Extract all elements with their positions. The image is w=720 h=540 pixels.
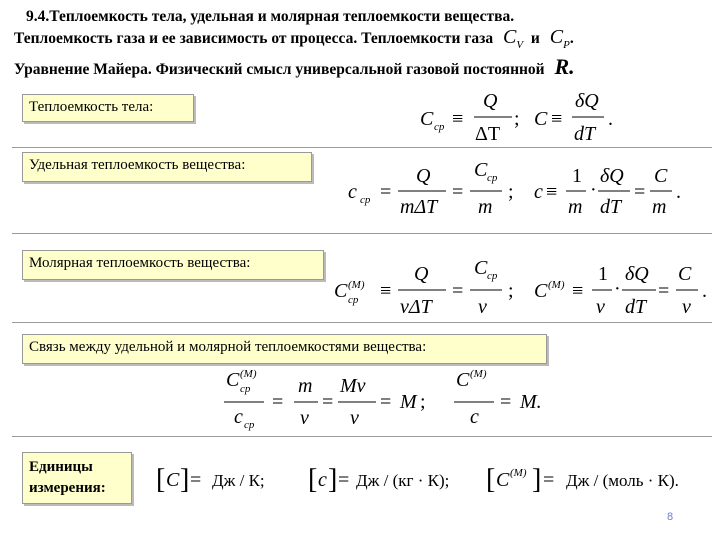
f2b-eq: = — [634, 181, 646, 203]
f2-sub: ср — [360, 194, 371, 206]
f3-semicolon: ; — [508, 280, 514, 302]
f2-eq2: = — [452, 181, 464, 203]
symbol-cp: $C_P$ — [549, 26, 570, 51]
f2-eq1: = — [380, 181, 392, 203]
f1-den: ΔT — [475, 123, 501, 145]
title-and: и — [530, 30, 540, 47]
f3b-num3: C — [678, 263, 692, 285]
f4-sup: (M) — [240, 368, 257, 380]
formula-specific-mean — [348, 159, 514, 218]
f3-lhs: C — [334, 280, 348, 302]
u1-eq: = — [190, 469, 202, 491]
f3-den1: νΔT — [400, 296, 432, 318]
units-label-line-2: измерения: — [29, 480, 106, 496]
f2-num2: C — [474, 159, 488, 181]
f4-mid2-den: ν — [350, 407, 359, 429]
f1b-equiv: ≡ — [551, 108, 563, 130]
f3b-dot: . — [702, 280, 707, 302]
f2b-dot: . — [676, 181, 681, 203]
u3-bracket-l: [ — [486, 464, 496, 495]
u3-sup: (M) — [510, 467, 527, 479]
f3b-eq: = — [658, 280, 670, 302]
f2-den1: mΔT — [400, 196, 438, 218]
u3-val: Дж / (моль · К). — [566, 471, 679, 490]
label-body-heat-capacity: Теплоемкость тела: — [22, 94, 194, 122]
f3-den2: ν — [478, 296, 487, 318]
u2-bracket-r: ] — [328, 464, 338, 495]
u1-sym: C — [166, 469, 180, 491]
formula-molar-true — [534, 263, 707, 318]
u2-val: Дж / (кг · К); — [356, 471, 450, 490]
f1b-dot: . — [608, 108, 613, 130]
f1-lhs: C — [420, 108, 434, 130]
formula-molar-mean — [334, 257, 514, 318]
units-label-line-1: Единицы — [29, 459, 93, 475]
f2b-num3: C — [654, 165, 668, 187]
u2-sym: c — [318, 469, 327, 491]
f4-den: c — [234, 406, 243, 428]
f4-sub: ср — [240, 383, 251, 395]
f4-den-sub: ср — [244, 419, 255, 431]
f4-eq3: = — [380, 391, 392, 413]
f3-eq2: = — [452, 280, 464, 302]
u1-val: Дж / К; — [212, 471, 265, 490]
title-line-1: 9.4.Теплоемкость тела, удельная и молярная теплоемкости вещества. — [26, 8, 515, 25]
u3-eq: = — [543, 469, 555, 491]
f2-lhs: c — [348, 181, 357, 203]
f3-sub: ср — [348, 294, 359, 306]
title-line-2: Теплоемкость газа и ее зависимость от процесса. Теплоемкости газа $C_V$ и $C_P$. — [14, 26, 574, 51]
f4-semicolon: ; — [420, 391, 426, 413]
formula-relation-true — [454, 368, 542, 428]
f4-mid2-num: Mν — [340, 375, 366, 397]
f2b-lhs: c — [534, 181, 543, 203]
f2b-den1: m — [568, 196, 583, 218]
f3b-den3: ν — [682, 296, 691, 318]
f3b-num2: δQ — [625, 263, 649, 285]
f2-semicolon: ; — [508, 181, 514, 203]
f2-den2: m — [478, 196, 493, 218]
f4-eq1: = — [272, 391, 284, 413]
u1-bracket-r: ] — [180, 464, 190, 495]
u3-sym: C — [496, 469, 510, 491]
f3b-den2: dT — [625, 296, 647, 318]
f3b-sup: (M) — [548, 279, 565, 291]
u3-bracket-r: ] — [532, 464, 542, 495]
f1-semicolon: ; — [514, 108, 520, 130]
f2-num1: Q — [416, 165, 431, 187]
f3b-num1: 1 — [598, 263, 608, 285]
f1b-den: dT — [574, 123, 596, 145]
f4-eq2: = — [322, 391, 334, 413]
f4-num: C — [226, 369, 240, 391]
f3-equiv: ≡ — [380, 280, 392, 302]
symbol-r: R. — [554, 54, 575, 79]
f3-num2: C — [474, 257, 488, 279]
title-line-3-text: Уравнение Майера. Физический смысл универсальной газовой постоянной — [14, 61, 545, 78]
formula-specific-true — [534, 165, 681, 218]
f3-sup: (M) — [348, 279, 365, 291]
f2b-equiv: ≡ — [546, 181, 558, 203]
formula-body-heat-capacity-true — [534, 90, 613, 145]
page-number: 8 — [667, 511, 674, 523]
f4-mid-den: ν — [300, 407, 309, 429]
f1b-lhs: C — [534, 108, 548, 130]
f2b-num2: δQ — [600, 165, 624, 187]
u1-bracket-l: [ — [156, 464, 166, 495]
label-relation: Связь между удельной и молярной теплоемкостями вещества: — [22, 334, 547, 364]
f1b-num: δQ — [575, 90, 599, 112]
f4b-sup: (M) — [470, 368, 487, 380]
f2b-num1: 1 — [572, 165, 582, 187]
f3b-cdot: · — [614, 278, 621, 300]
f3b-den1: ν — [596, 296, 605, 318]
f1-equiv: ≡ — [452, 108, 464, 130]
f2b-den3: m — [652, 196, 667, 218]
formula-body-heat-capacity-mean — [420, 90, 520, 145]
formula-relation-mean — [224, 368, 426, 431]
label-molar-heat-capacity: Молярная теплоемкость вещества: — [22, 250, 324, 280]
f4-mid-num: m — [298, 375, 313, 397]
u2-bracket-l: [ — [308, 464, 318, 495]
f4b-den: c — [470, 406, 479, 428]
f2-num2-sub: ср — [487, 172, 498, 184]
symbol-cv: $C_V$ — [502, 26, 524, 51]
f1-sub: ср — [434, 121, 445, 133]
f4b-eq: = — [500, 391, 512, 413]
label-specific-heat-capacity: Удельная теплоемкость вещества: — [22, 152, 312, 182]
units-formulas — [156, 464, 679, 495]
f4b-num: C — [456, 369, 470, 391]
f2b-cdot: · — [590, 179, 597, 201]
title-line-2-text: Теплоемкость газа и ее зависимость от процесса. Теплоемкости газа — [14, 30, 494, 47]
f1-num: Q — [483, 90, 498, 112]
f4-res: M — [400, 391, 417, 413]
f3b-lhs: C — [534, 280, 548, 302]
f3-num2-sub: ср — [487, 270, 498, 282]
u2-eq: = — [338, 469, 350, 491]
f3-num1: Q — [414, 263, 429, 285]
f3b-equiv: ≡ — [572, 280, 584, 302]
f2b-den2: dT — [600, 196, 622, 218]
f4b-res: M. — [520, 391, 542, 413]
